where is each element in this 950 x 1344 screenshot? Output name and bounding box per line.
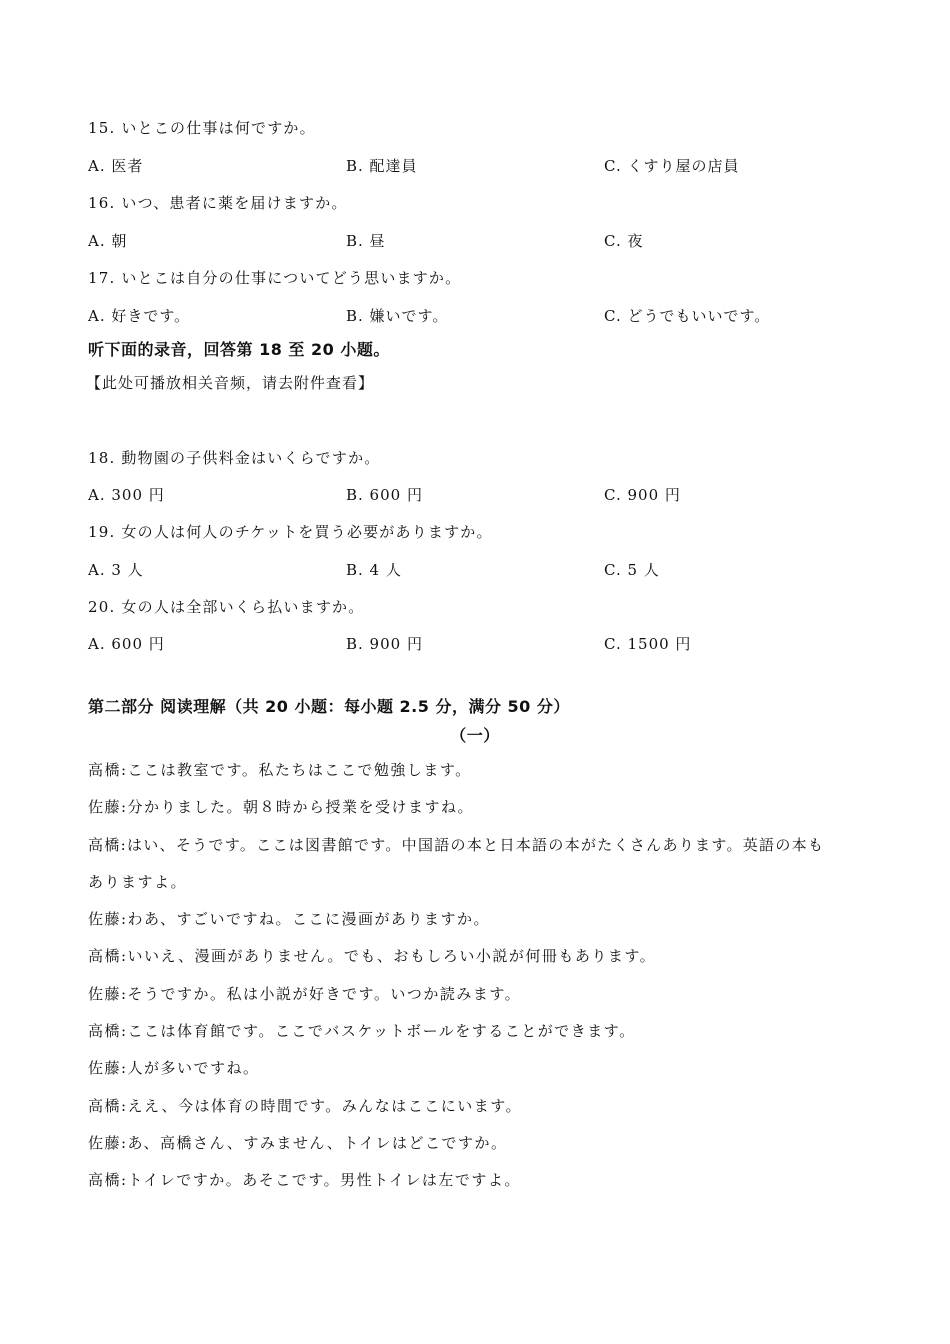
option-b[interactable]: B. 嫌いです。	[346, 307, 449, 325]
question-16-options	[88, 231, 888, 251]
dialogue-line: 佐藤:人が多いですね。	[88, 1059, 260, 1077]
dialogue-line: 佐藤:わあ、すごいですね。ここに漫画がありますか。	[88, 910, 490, 928]
dialogue-line: 佐藤:そうですか。私は小説が好きです。いつか読みます。	[88, 985, 522, 1003]
option-a[interactable]: A. 300 円	[88, 486, 165, 504]
dialogue-line: 高橋:ここは体育館です。ここでバスケットボールをすることができます。	[88, 1022, 636, 1040]
dialogue-line: 高橋:はい、そうです。ここは図書館です。中国語の本と日本語の本がたくさんあります。英語の本も	[88, 836, 825, 854]
question-17-stem: 17. いとこは自分の仕事についてどう思いますか。	[88, 269, 462, 287]
dialogue-line: 佐藤:あ、高橋さん、すみません、トイレはどこですか。	[88, 1134, 508, 1152]
option-a[interactable]: A. 医者	[88, 157, 144, 175]
option-c[interactable]: C. くすり屋の店員	[604, 157, 740, 175]
option-c[interactable]: C. 900 円	[604, 486, 681, 504]
option-c[interactable]: C. 1500 円	[604, 635, 692, 653]
question-20-stem: 20. 女の人は全部いくら払いますか。	[88, 598, 365, 616]
option-c[interactable]: C. 夜	[604, 232, 644, 250]
dialogue-line: 高橋:ええ、今は体育の時間です。みんなはここにいます。	[88, 1097, 523, 1115]
option-b[interactable]: B. 600 円	[346, 486, 423, 504]
question-17-options	[88, 306, 888, 326]
question-19-options	[88, 560, 888, 580]
option-c[interactable]: C. 5 人	[604, 561, 660, 579]
option-a[interactable]: A. 600 円	[88, 635, 165, 653]
audio-note[interactable]: 【此处可播放相关音频，请去附件查看】	[86, 374, 375, 392]
dialogue-line: 高橋:トイレですか。あそこです。男性トイレは左ですよ。	[88, 1171, 521, 1189]
option-b[interactable]: B. 900 円	[346, 635, 423, 653]
listening-instruction: 听下面的录音，回答第 18 至 20 小题。	[88, 340, 390, 359]
question-15-options	[88, 156, 888, 176]
question-19-stem: 19. 女の人は何人のチケットを買う必要がありますか。	[88, 523, 493, 541]
question-18-stem: 18. 動物園の子供料金はいくらですか。	[88, 449, 381, 467]
option-b[interactable]: B. 4 人	[346, 561, 402, 579]
passage-number: （一）	[450, 726, 500, 745]
dialogue-line: 高橋:いいえ、漫画がありません。でも、おもしろい小説が何冊もあります。	[88, 947, 657, 965]
option-b[interactable]: B. 配達員	[346, 157, 418, 175]
question-16-stem: 16. いつ、患者に薬を届けますか。	[88, 194, 348, 212]
option-a[interactable]: A. 3 人	[88, 561, 144, 579]
option-a[interactable]: A. 好きです。	[88, 307, 191, 325]
dialogue-line: ありますよ。	[88, 873, 188, 891]
option-a[interactable]: A. 朝	[88, 232, 128, 250]
dialogue-line: 高橋:ここは教室です。私たちはここで勉強します。	[88, 761, 472, 779]
question-15-stem: 15. いとこの仕事は何ですか。	[88, 119, 316, 137]
dialogue-line: 佐藤:分かりました。朝８時から授業を受けますね。	[88, 798, 475, 816]
reading-section-title: 第二部分 阅读理解（共 20 小题：每小题 2.5 分，满分 50 分）	[88, 697, 570, 716]
question-20-options	[88, 634, 888, 654]
option-c[interactable]: C. どうでもいいです。	[604, 307, 771, 325]
option-b[interactable]: B. 昼	[346, 232, 386, 250]
question-18-options	[88, 485, 888, 505]
